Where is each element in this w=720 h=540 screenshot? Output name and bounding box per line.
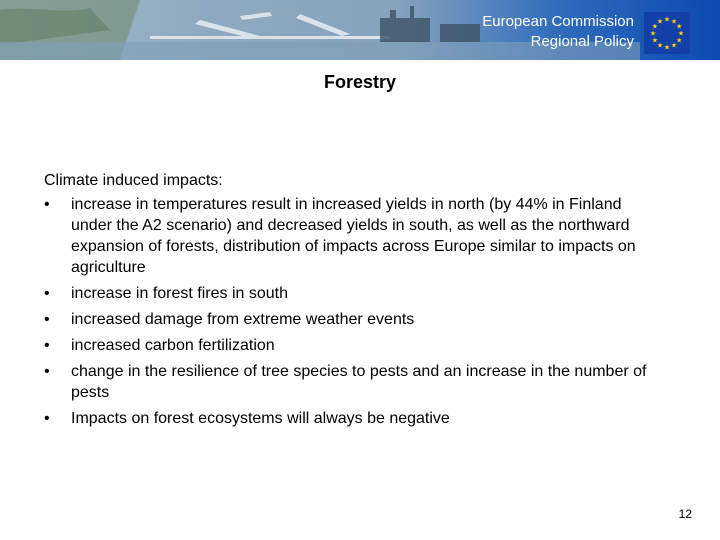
star-icon: ★	[663, 43, 671, 52]
star-icon: ★	[663, 15, 671, 24]
star-icon: ★	[675, 22, 683, 31]
slide-title: Forestry	[323, 72, 397, 92]
list-item	[44, 361, 664, 403]
page-number: 12	[678, 507, 692, 521]
bullet-icon: •	[44, 196, 50, 213]
star-icon: ★	[649, 29, 657, 38]
list-item	[44, 335, 664, 356]
organization-line-1: European Commission	[482, 13, 634, 30]
star-icon: ★	[656, 17, 664, 26]
eu-flag-icon	[644, 12, 690, 54]
star-icon: ★	[670, 41, 678, 50]
list-item-text: increase in forest fires in south	[71, 285, 288, 302]
slide-body	[44, 170, 664, 434]
star-icon: ★	[677, 29, 685, 38]
star-icon: ★	[670, 17, 678, 26]
list-item-text: increase in temperatures result in increased yields in north (by 44% in Finland under the A2 scenario) and decreased yields in south, as well as the northward expansion of forests, distribution of impacts across Europe similar to impacts on agriculture	[71, 196, 636, 276]
bullet-icon: •	[44, 337, 50, 354]
list-item-text: increased carbon fertilization	[71, 337, 275, 354]
organization-name	[482, 12, 634, 52]
bullet-icon: •	[44, 285, 50, 302]
intro-text: Climate induced impacts:	[44, 172, 223, 189]
bullet-icon: •	[44, 363, 50, 380]
list-item	[44, 194, 664, 278]
list-item	[44, 283, 664, 304]
bullet-icon: •	[44, 311, 50, 328]
list-item-text: change in the resilience of tree species to pests and an increase in the number of pests	[71, 363, 647, 401]
list-item-text: increased damage from extreme weather events	[71, 311, 415, 328]
star-icon: ★	[656, 41, 664, 50]
star-icon: ★	[651, 36, 659, 45]
list-item	[44, 309, 664, 330]
star-icon: ★	[675, 36, 683, 45]
list-item-text: Impacts on forest ecosystems will always be negative	[71, 410, 450, 427]
star-icon: ★	[651, 22, 659, 31]
list-item	[44, 408, 664, 429]
bullet-icon: •	[44, 410, 50, 427]
header-banner	[0, 0, 720, 60]
bullet-list	[44, 194, 664, 429]
organization-line-2: Regional Policy	[530, 33, 634, 50]
